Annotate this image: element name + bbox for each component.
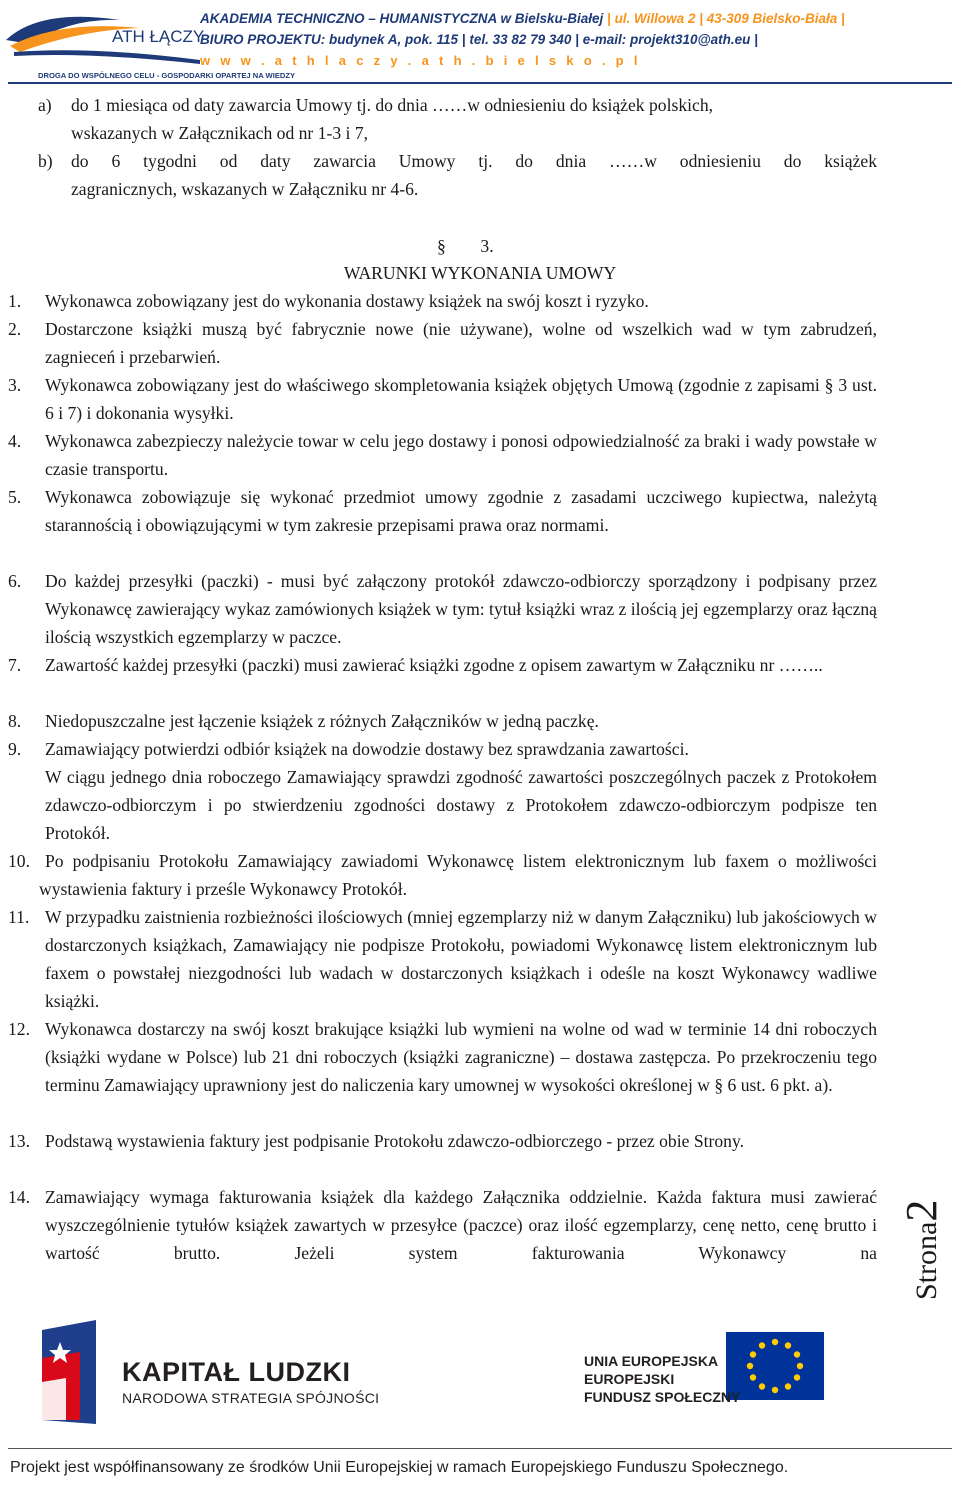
page-header (0, 0, 960, 82)
item-text: Wykonawca zobowiązuje się wykonać przedmiot umowy zgodnie z zasadami uczciwego kupiectwa, należytą starannością i obowiązującymi w tym zakresie przepisami prawa oraz normami. (45, 487, 877, 535)
project-office-label: BIURO PROJEKTU: (200, 32, 326, 47)
logo-text: ATH ŁĄCZY (112, 27, 205, 46)
item-text: Po podpisaniu Protokołu Zamawiający zawiadomi Wykonawcę listem elektronicznym lub faxem o możliwości wystawienia faktury i prześle Wykonawcy Protokół. (39, 851, 877, 899)
item-text: Wykonawca zobowiązany jest do wykonania dostawy książek na swój koszt i ryzyko. (45, 291, 649, 311)
item-marker: 13. (8, 1131, 30, 1151)
item-text: Wykonawca dostarczy na swój koszt brakujące książki lub wymieni na wolne od wad w terminie 14 dni roboczych (książki wydane w Polsce) lub 21 dni roboczych (książki zagraniczne) – dostawa zastępcza. Po przekroczeniu tego terminu Zamawiający uprawniony jest do naliczenia kary umownej w wysokości określonej w § 6 ust. 6 pkt. a). (45, 1019, 877, 1095)
header-divider (8, 82, 952, 84)
item-marker: 10. (8, 851, 30, 871)
item-marker: 4. (8, 431, 22, 451)
list-item-a-line-2: wskazanych w Załącznikach od nr 1-3 i 7, (71, 123, 369, 143)
item-text: Zamawiający wymaga fakturowania książek dla każdego Załącznika oddzielnie. Każda faktura musi zawierać wyszczególnienie tytułów książek zawartych w przesyłce (paczce) oraz ilość egzemplarzy, cenę netto, cenę brutto i wartość brutto. Jeżeli system fakturowania Wykonawcy na (45, 1187, 877, 1263)
eu-flag (726, 1332, 824, 1400)
section-sign: § (437, 236, 446, 256)
header-contact (200, 8, 960, 71)
list-marker-b: b) (38, 151, 53, 171)
item-text: Do każdej przesyłki (paczki) - musi być załączony protokół zdawczo-odbiorczy sporządzony i podpisany przez Wykonawcę zawierający wykaz zamówionych książek w tym: tytuł książki wraz z ilością jej egzemplarzy oraz łączną ilością wszystkich egzemplarzy w paczce. (45, 571, 877, 647)
item-text: W przypadku zaistnienia rozbieżności ilościowych (mniej egzemplarzy niż w danym Załączniku) lub jakościowych w dostarczonych książkach, Zamawiający nie podpisze Protokołu, powiadomi Wykonawcę listem elektronicznym lub faxem o powstałej niezgodności lub wadach w dostarczonych książkach i odeśle na koszt Wykonawcy wadliwe książki. (45, 907, 877, 1011)
item-text: Wykonawca zabezpieczy należycie towar w celu jego dostawy i ponosi odpowiedzialność za braki i wady powstałe w czasie transportu. (45, 431, 877, 479)
item-text: Niedopuszczalne jest łączenie książek z różnych Załączników w jedną paczkę. (45, 711, 599, 731)
item-text: Zamawiający potwierdzi odbiór książek na dowodzie dostawy bez sprawdzania zawartości. (45, 739, 689, 759)
item-marker: 6. (8, 571, 22, 591)
item-text: Wykonawca zobowiązany jest do właściwego skompletowania książek objętych Umową (zgodnie z zapisami § 3 ust. 6 i 7) i dokonania wysyłki. (45, 375, 877, 423)
footer-divider (8, 1448, 952, 1449)
header-line-2 (200, 29, 960, 50)
page-number-value: 2 (897, 1199, 946, 1222)
item-marker: 1. (8, 291, 22, 311)
logo-tagline: DROGA DO WSPÓLNEGO CELU - GOSPODARKI OPARTEJ NA WIEDZY (38, 71, 296, 80)
header-line-1 (200, 8, 960, 29)
item-marker: 14. (8, 1187, 30, 1207)
item-text: Dostarczone książki muszą być fabrycznie nowe (nie używane), wolne od wszelkich wad w tym zabrudzeń, zagnieceń i przebarwień. (45, 319, 877, 367)
cofinancing-note: Projekt jest współfinansowany ze środków Unii Europejskiej w ramach Europejskiego Funduszu Społecznego. (10, 1459, 789, 1476)
item-marker: 11. (8, 907, 30, 927)
item-text-continuation: W ciągu jednego dnia roboczego Zamawiający sprawdzi zgodność zawartości poszczególnych paczek z Protokołem zdawczo-odbiorczym i po stwierdzeniu zgodności dostawy z Protokołem zdawczo-odbiorczym podpisze ten Protokół. (45, 767, 877, 843)
page-label: Strona (910, 1221, 943, 1300)
item-marker: 3. (8, 375, 22, 395)
university-name: AKADEMIA TECHNICZNO – HUMANISTYCZNA w Bielsku-Białej (200, 11, 604, 26)
section-title: WARUNKI WYKONANIA UMOWY (343, 263, 617, 283)
section-number: 3. (480, 236, 494, 256)
item-marker: 5. (8, 487, 22, 507)
page-number (896, 1100, 960, 1300)
kapital-ludzki-emblem (42, 1320, 96, 1424)
kapital-ludzki-title: KAPITAŁ LUDZKI (122, 1357, 351, 1387)
kapital-ludzki-subtitle: NARODOWA STRATEGIA SPÓJNOŚCI (122, 1390, 380, 1406)
item-marker: 2. (8, 319, 22, 339)
item-marker: 7. (8, 655, 22, 675)
header-separator: | (603, 11, 615, 26)
item-marker: 9. (8, 739, 22, 759)
item-marker: 12. (8, 1019, 30, 1039)
item-text: Podstawą wystawienia faktury jest podpisanie Protokołu zdawczo-odbiorczego - przez obie Strony. (45, 1131, 744, 1151)
list-item-a-line-1: do 1 miesiąca od daty zawarcia Umowy tj. do dnia ……w odniesieniu do książek polskich, (71, 95, 714, 115)
eu-line-2: EUROPEJSKI (584, 1371, 675, 1387)
list-item-b-line-2: zagranicznych, wskazanych w Załączniku nr 4-6. (71, 179, 419, 199)
list-item-b-line-1: do 6 tygodni od daty zawarcia Umowy tj. do dnia ……w odniesieniu do książek (71, 151, 877, 171)
eu-fund-text (584, 1352, 740, 1406)
university-address: ul. Willowa 2 | 43-309 Bielsko-Biała | (614, 11, 845, 26)
eu-line-1: UNIA EUROPEJSKA (584, 1353, 719, 1369)
item-text: Zawartość każdej przesyłki (paczki) musi zawierać książki zgodne z opisem zawartym w Załączniku nr …….. (45, 655, 823, 675)
project-office-details: budynek A, pok. 115 | tel. 33 82 79 340 | e-mail: projekt310@ath.eu | (325, 32, 758, 47)
list-marker-a: a) (38, 95, 52, 115)
eu-line-3: FUNDUSZ SPOŁECZNY (584, 1389, 741, 1405)
header-url[interactable]: w w w . a t h l a c z y . a t h . b i e l s k o . p l (200, 53, 641, 68)
item-marker: 8. (8, 711, 22, 731)
